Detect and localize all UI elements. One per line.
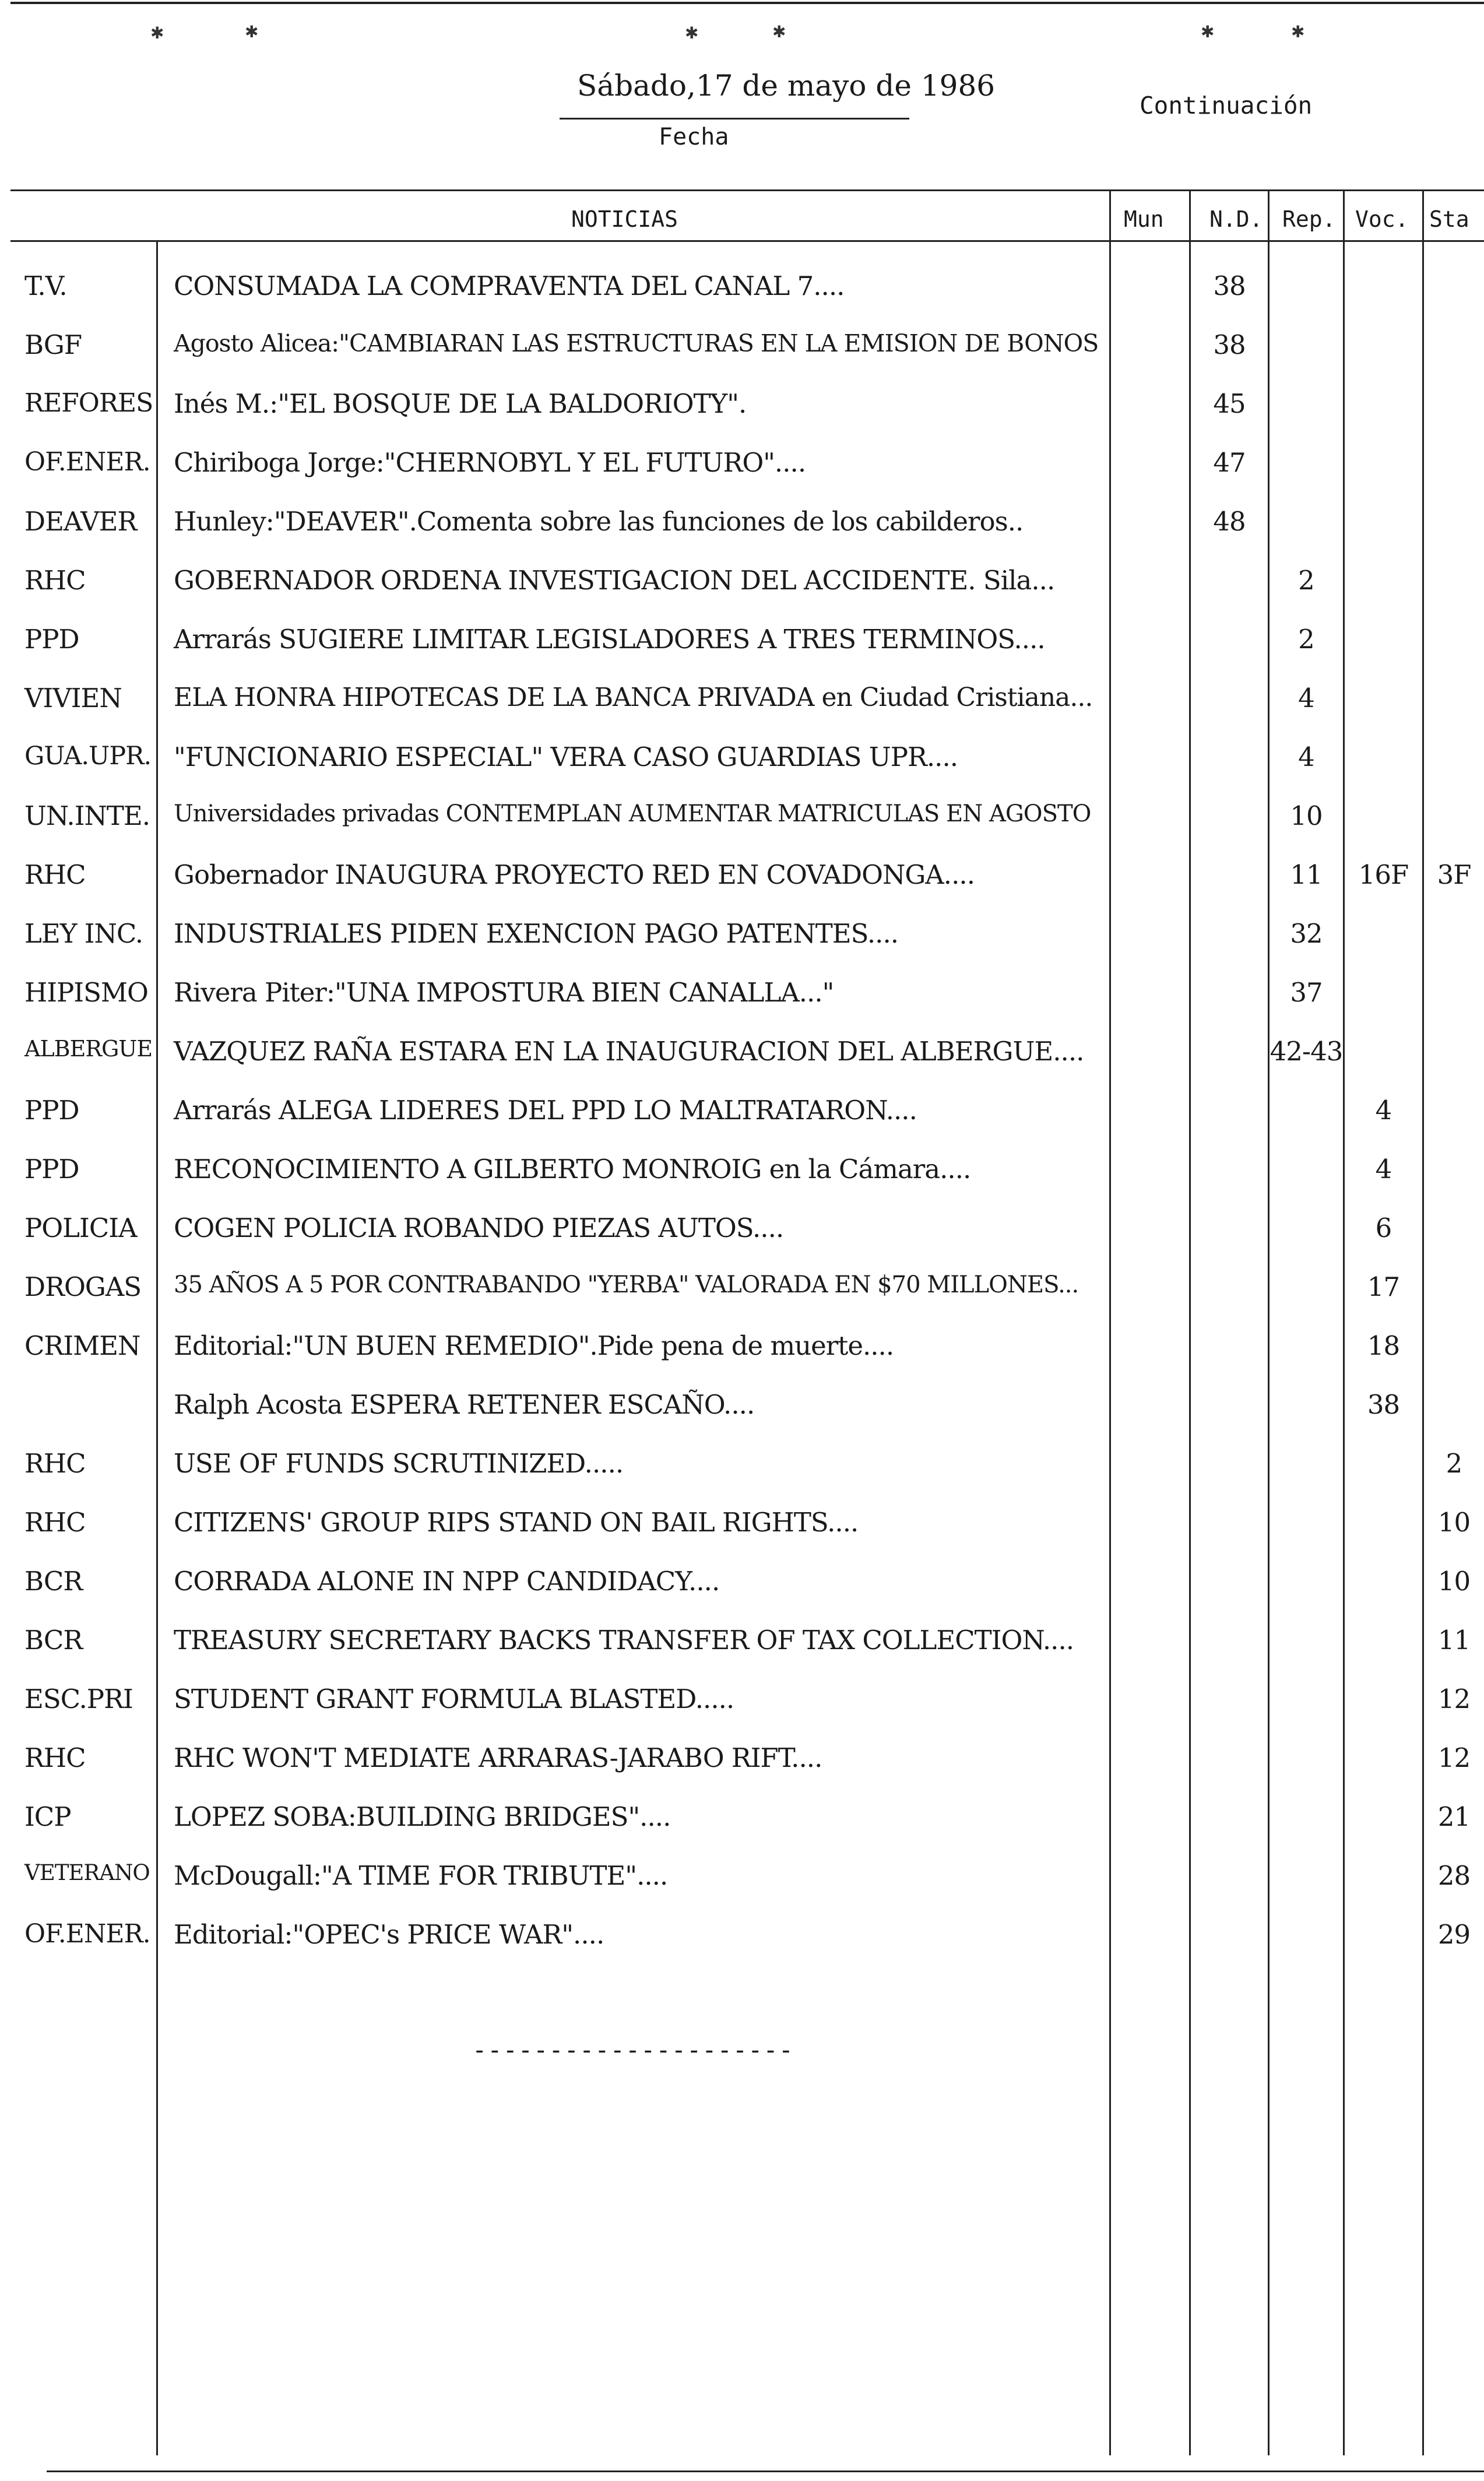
scan-speck: ✱ (685, 23, 699, 43)
news-row (0, 1382, 1484, 1440)
row-category: LEY INC. (24, 918, 143, 949)
row-category: POLICIA (24, 1213, 137, 1243)
continuation-label: Continuación (1140, 92, 1313, 120)
end-rule: --------------------- (472, 2036, 794, 2064)
news-row (0, 381, 1484, 440)
news-row (0, 852, 1484, 911)
row-category: RHC (24, 565, 86, 596)
row-page-rep: 10 (1290, 800, 1323, 831)
column-header-noticias: NOTICIAS (571, 206, 678, 232)
news-row (0, 1264, 1484, 1323)
row-page-star: 11 (1437, 1625, 1471, 1656)
news-row (0, 1206, 1484, 1264)
row-page-rep: 4 (1298, 742, 1314, 772)
row-category: RHC (24, 1742, 86, 1773)
scan-speck: ✱ (772, 22, 786, 41)
news-row (0, 440, 1484, 498)
row-page-star: 2 (1446, 1448, 1462, 1479)
row-page-star: 12 (1437, 1684, 1471, 1714)
row-page-voc: 38 (1367, 1389, 1400, 1420)
news-row (0, 911, 1484, 969)
table-top-rule (10, 189, 1484, 191)
row-page-voc: 4 (1375, 1095, 1392, 1126)
news-row (0, 1677, 1484, 1735)
row-page-rep: 37 (1290, 977, 1323, 1008)
row-page-star: 29 (1437, 1919, 1471, 1950)
row-headline: LOPEZ SOBA:BUILDING BRIDGES".... (174, 1801, 671, 1832)
row-category: PPD (24, 1154, 79, 1185)
top-border (10, 2, 1484, 4)
column-header-nd: N.D. (1209, 206, 1263, 232)
scan-speck: ✱ (150, 23, 164, 43)
row-page-star: 12 (1437, 1742, 1471, 1773)
date-underline (560, 118, 909, 120)
row-headline: TREASURY SECRETARY BACKS TRANSFER OF TAX COLLECTION.... (174, 1625, 1074, 1656)
row-page-star: 21 (1437, 1801, 1471, 1832)
row-page-nd: 48 (1213, 506, 1246, 537)
row-headline: Universidades privadas CONTEMPLAN AUMENTAR MATRICULAS EN AGOSTO (174, 800, 1091, 827)
news-row (0, 1735, 1484, 1794)
page-date: Sábado,17 de mayo de 1986 (577, 69, 996, 103)
row-category: DROGAS (24, 1271, 142, 1302)
row-page-nd: 38 (1213, 329, 1246, 360)
row-headline: Arrarás SUGIERE LIMITAR LEGISLADORES A TRES TERMINOS.... (174, 624, 1045, 655)
row-headline: "FUNCIONARIO ESPECIAL" VERA CASO GUARDIAS UPR.... (174, 742, 958, 772)
row-page-rep: 42-43 (1270, 1036, 1343, 1067)
bottom-border (47, 2471, 1484, 2472)
row-headline: Editorial:"OPEC's PRICE WAR".... (174, 1919, 604, 1950)
row-page-nd: 45 (1213, 388, 1246, 419)
news-row (0, 1853, 1484, 1911)
column-header-mun: Mun (1124, 206, 1164, 232)
news-row (0, 1912, 1484, 1970)
row-category: RHC (24, 859, 86, 890)
row-category: OF.ENER. (24, 447, 150, 477)
row-headline: CORRADA ALONE IN NPP CANDIDACY.... (174, 1566, 720, 1597)
row-page-nd: 38 (1213, 270, 1246, 301)
row-page-rep: 2 (1298, 565, 1314, 596)
row-category: BGF (24, 329, 82, 360)
row-category: T.V. (24, 270, 67, 301)
row-page-star: 3F (1437, 859, 1471, 890)
row-page-voc: 6 (1375, 1213, 1392, 1243)
row-category: PPD (24, 624, 79, 655)
news-row (0, 1500, 1484, 1558)
scan-speck: ✱ (245, 22, 259, 41)
news-row (0, 735, 1484, 793)
header-bottom-rule (10, 240, 1484, 242)
row-page-voc: 18 (1367, 1330, 1400, 1361)
row-category: OF.ENER. (24, 1919, 150, 1949)
row-page-voc: 4 (1375, 1154, 1392, 1185)
row-headline: GOBERNADOR ORDENA INVESTIGACION DEL ACCIDENTE. Sila... (174, 565, 1055, 596)
row-headline: VAZQUEZ RAÑA ESTARA EN LA INAUGURACION DEL ALBERGUE.... (174, 1036, 1084, 1067)
row-headline: Hunley:"DEAVER".Comenta sobre las funciones de los cabilderos.. (174, 506, 1024, 537)
news-row (0, 1559, 1484, 1617)
news-row (0, 499, 1484, 557)
row-headline: INDUSTRIALES PIDEN EXENCION PAGO PATENTES.... (174, 918, 899, 949)
row-category: HIPISMO (24, 977, 148, 1008)
row-headline: Inés M.:"EL BOSQUE DE LA BALDORIOTY". (174, 388, 747, 419)
row-page-rep: 4 (1298, 683, 1314, 714)
news-row (0, 322, 1484, 381)
row-category: ALBERGUE (24, 1036, 153, 1062)
news-row (0, 1618, 1484, 1676)
row-headline: STUDENT GRANT FORMULA BLASTED..... (174, 1684, 734, 1714)
news-row (0, 1323, 1484, 1382)
row-page-voc: 17 (1367, 1271, 1400, 1302)
row-headline: COGEN POLICIA ROBANDO PIEZAS AUTOS.... (174, 1213, 784, 1243)
row-category: CRIMEN (24, 1330, 140, 1361)
row-page-rep: 32 (1290, 918, 1323, 949)
row-headline: RHC WON'T MEDIATE ARRARAS-JARABO RIFT.... (174, 1742, 822, 1773)
row-headline: Rivera Piter:"UNA IMPOSTURA BIEN CANALLA..." (174, 977, 834, 1008)
row-headline: USE OF FUNDS SCRUTINIZED..... (174, 1448, 624, 1479)
row-category: VIVIEN (24, 683, 122, 714)
scan-speck: ✱ (1201, 22, 1215, 41)
news-row (0, 970, 1484, 1028)
news-row (0, 1088, 1484, 1146)
row-headline: Chiriboga Jorge:"CHERNOBYL Y EL FUTURO".... (174, 447, 806, 478)
row-page-rep: 2 (1298, 624, 1314, 655)
row-category: BCR (24, 1566, 83, 1597)
row-category: UN.INTE. (24, 800, 150, 831)
news-row (0, 676, 1484, 734)
row-headline: Agosto Alicea:"CAMBIARAN LAS ESTRUCTURAS EN LA EMISION DE BONOS (174, 329, 1099, 357)
row-category: REFORES (24, 388, 153, 418)
row-headline: 35 AÑOS A 5 POR CONTRABANDO "YERBA" VALORADA EN $70 MILLONES... (174, 1271, 1079, 1298)
row-category: BCR (24, 1625, 83, 1656)
row-headline: CONSUMADA LA COMPRAVENTA DEL CANAL 7.... (174, 270, 845, 301)
scan-speck: ✱ (1291, 22, 1305, 41)
row-category: VETERANO (24, 1860, 150, 1885)
row-category: ESC.PRI (24, 1684, 133, 1714)
news-row (0, 793, 1484, 852)
row-headline: Arrarás ALEGA LIDERES DEL PPD LO MALTRATARON.... (174, 1095, 917, 1126)
row-page-nd: 47 (1213, 447, 1246, 478)
row-headline: RECONOCIMIENTO A GILBERTO MONROIG en la Cámara.... (174, 1154, 971, 1185)
row-page-star: 10 (1437, 1507, 1471, 1538)
row-category: GUA.UPR. (24, 742, 152, 771)
news-row (0, 263, 1484, 322)
row-headline: CITIZENS' GROUP RIPS STAND ON BAIL RIGHTS.... (174, 1507, 859, 1538)
column-header-rep: Rep. (1282, 206, 1336, 232)
row-category: RHC (24, 1448, 86, 1479)
news-row (0, 1794, 1484, 1853)
column-header-voc: Voc. (1355, 206, 1409, 232)
row-category: DEAVER (24, 506, 137, 537)
row-headline: Ralph Acosta ESPERA RETENER ESCAÑO.... (174, 1389, 755, 1420)
row-page-voc: 16F (1358, 859, 1409, 890)
row-category: ICP (24, 1801, 71, 1832)
date-label: Fecha (659, 124, 729, 150)
column-header-star: Sta (1429, 206, 1469, 232)
row-page-rep: 11 (1290, 859, 1323, 890)
row-page-star: 28 (1437, 1860, 1471, 1891)
row-headline: McDougall:"A TIME FOR TRIBUTE".... (174, 1860, 668, 1891)
news-row (0, 1441, 1484, 1499)
row-category: RHC (24, 1507, 86, 1538)
row-headline: Gobernador INAUGURA PROYECTO RED EN COVADONGA.... (174, 859, 975, 890)
row-category: PPD (24, 1095, 79, 1126)
news-row (0, 617, 1484, 675)
news-row (0, 1147, 1484, 1205)
row-page-star: 10 (1437, 1566, 1471, 1597)
row-headline: ELA HONRA HIPOTECAS DE LA BANCA PRIVADA en Ciudad Cristiana... (174, 683, 1093, 712)
news-row (0, 1029, 1484, 1087)
row-headline: Editorial:"UN BUEN REMEDIO".Pide pena de muerte.... (174, 1330, 894, 1361)
news-row (0, 558, 1484, 616)
